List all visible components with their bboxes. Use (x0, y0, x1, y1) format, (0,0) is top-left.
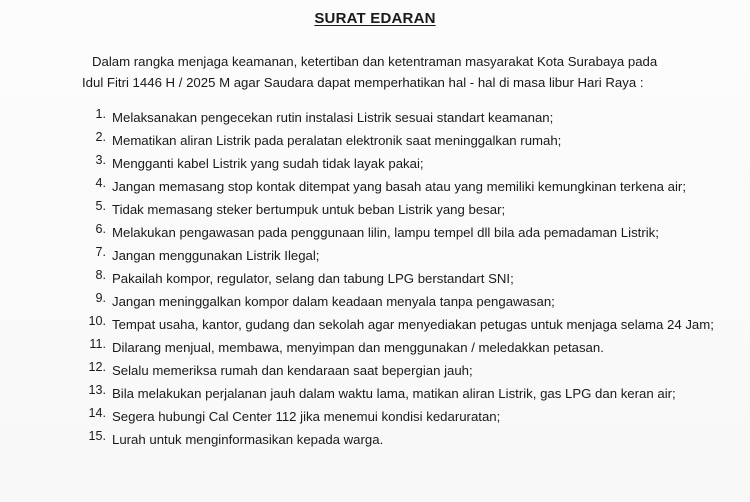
item-text: Jangan menggunakan Listrik Ilegal; (112, 248, 320, 263)
list-item (82, 199, 728, 221)
list-item (82, 107, 728, 129)
item-text: Mematikan aliran Listrik pada peralatan elektronik saat meninggalkan rumah; (112, 133, 562, 148)
list-item (82, 176, 728, 198)
item-number: 14. (88, 406, 106, 420)
list-item (82, 291, 728, 313)
document-title: SURAT EDARAN (314, 10, 436, 27)
list-item (82, 314, 728, 336)
item-text: Selalu memeriksa rumah dan kendaraan saat bepergian jauh; (112, 363, 473, 378)
item-number: 13. (88, 383, 106, 397)
list-item (82, 337, 728, 359)
item-text: Segera hubungi Cal Center 112 jika menemui kondisi kedaruratan; (112, 409, 501, 424)
list-item (82, 406, 728, 428)
item-text: Jangan memasang stop kontak ditempat yang basah atau yang memiliki kemungkinan terkena air; (112, 179, 686, 194)
list-item (82, 130, 728, 152)
list-item (82, 222, 728, 244)
item-number: 3. (95, 153, 106, 167)
item-number: 1. (95, 107, 106, 121)
item-number: 4. (95, 176, 106, 190)
item-number: 15. (88, 429, 106, 443)
list-item (82, 245, 728, 267)
item-number: 6. (95, 222, 106, 236)
instruction-list (82, 107, 728, 452)
list-item (82, 268, 728, 290)
list-item (82, 153, 728, 175)
item-number: 8. (95, 268, 106, 282)
item-text: Melakukan pengawasan pada penggunaan lilin, lampu tempel dll bila ada pemadaman Listrik; (112, 225, 659, 240)
item-number: 9. (95, 291, 106, 305)
intro-paragraph (82, 51, 722, 93)
item-number: 11. (89, 337, 106, 351)
item-text: Lurah untuk menginformasikan kepada warga. (112, 432, 384, 447)
item-text: Jangan meninggalkan kompor dalam keadaan menyala tanpa pengawasan; (112, 294, 555, 309)
list-item (82, 429, 728, 451)
intro-line-1: Dalam rangka menjaga keamanan, ketertiban dan ketentraman masyarakat Kota Surabaya pada (92, 54, 658, 69)
item-text: Dilarang menjual, membawa, menyimpan dan menggunakan / meledakkan petasan. (112, 340, 604, 355)
intro-line-2: Idul Fitri 1446 H / 2025 M agar Saudara dapat memperhatikan hal - hal di masa libur Hari Raya : (82, 75, 644, 90)
item-number: 2. (95, 130, 106, 144)
item-text: Bila melakukan perjalanan jauh dalam waktu lama, matikan aliran Listrik, gas LPG dan keran air; (112, 386, 676, 401)
item-number: 10. (88, 314, 106, 328)
item-number: 12. (88, 360, 106, 374)
item-number: 7. (95, 245, 106, 259)
list-item (82, 360, 728, 382)
item-text: Mengganti kabel Listrik yang sudah tidak layak pakai; (112, 156, 424, 171)
item-text: Pakailah kompor, regulator, selang dan tabung LPG berstandart SNI; (112, 271, 514, 286)
item-number: 5. (95, 199, 106, 213)
item-text: Tempat usaha, kantor, gudang dan sekolah agar menyediakan petugas untuk menjaga selama 24 Jam; (112, 317, 714, 332)
item-text: Melaksanakan pengecekan rutin instalasi Listrik sesuai standart keamanan; (112, 110, 554, 125)
item-text: Tidak memasang steker bertumpuk untuk beban Listrik yang besar; (112, 202, 506, 217)
list-item (82, 383, 728, 405)
